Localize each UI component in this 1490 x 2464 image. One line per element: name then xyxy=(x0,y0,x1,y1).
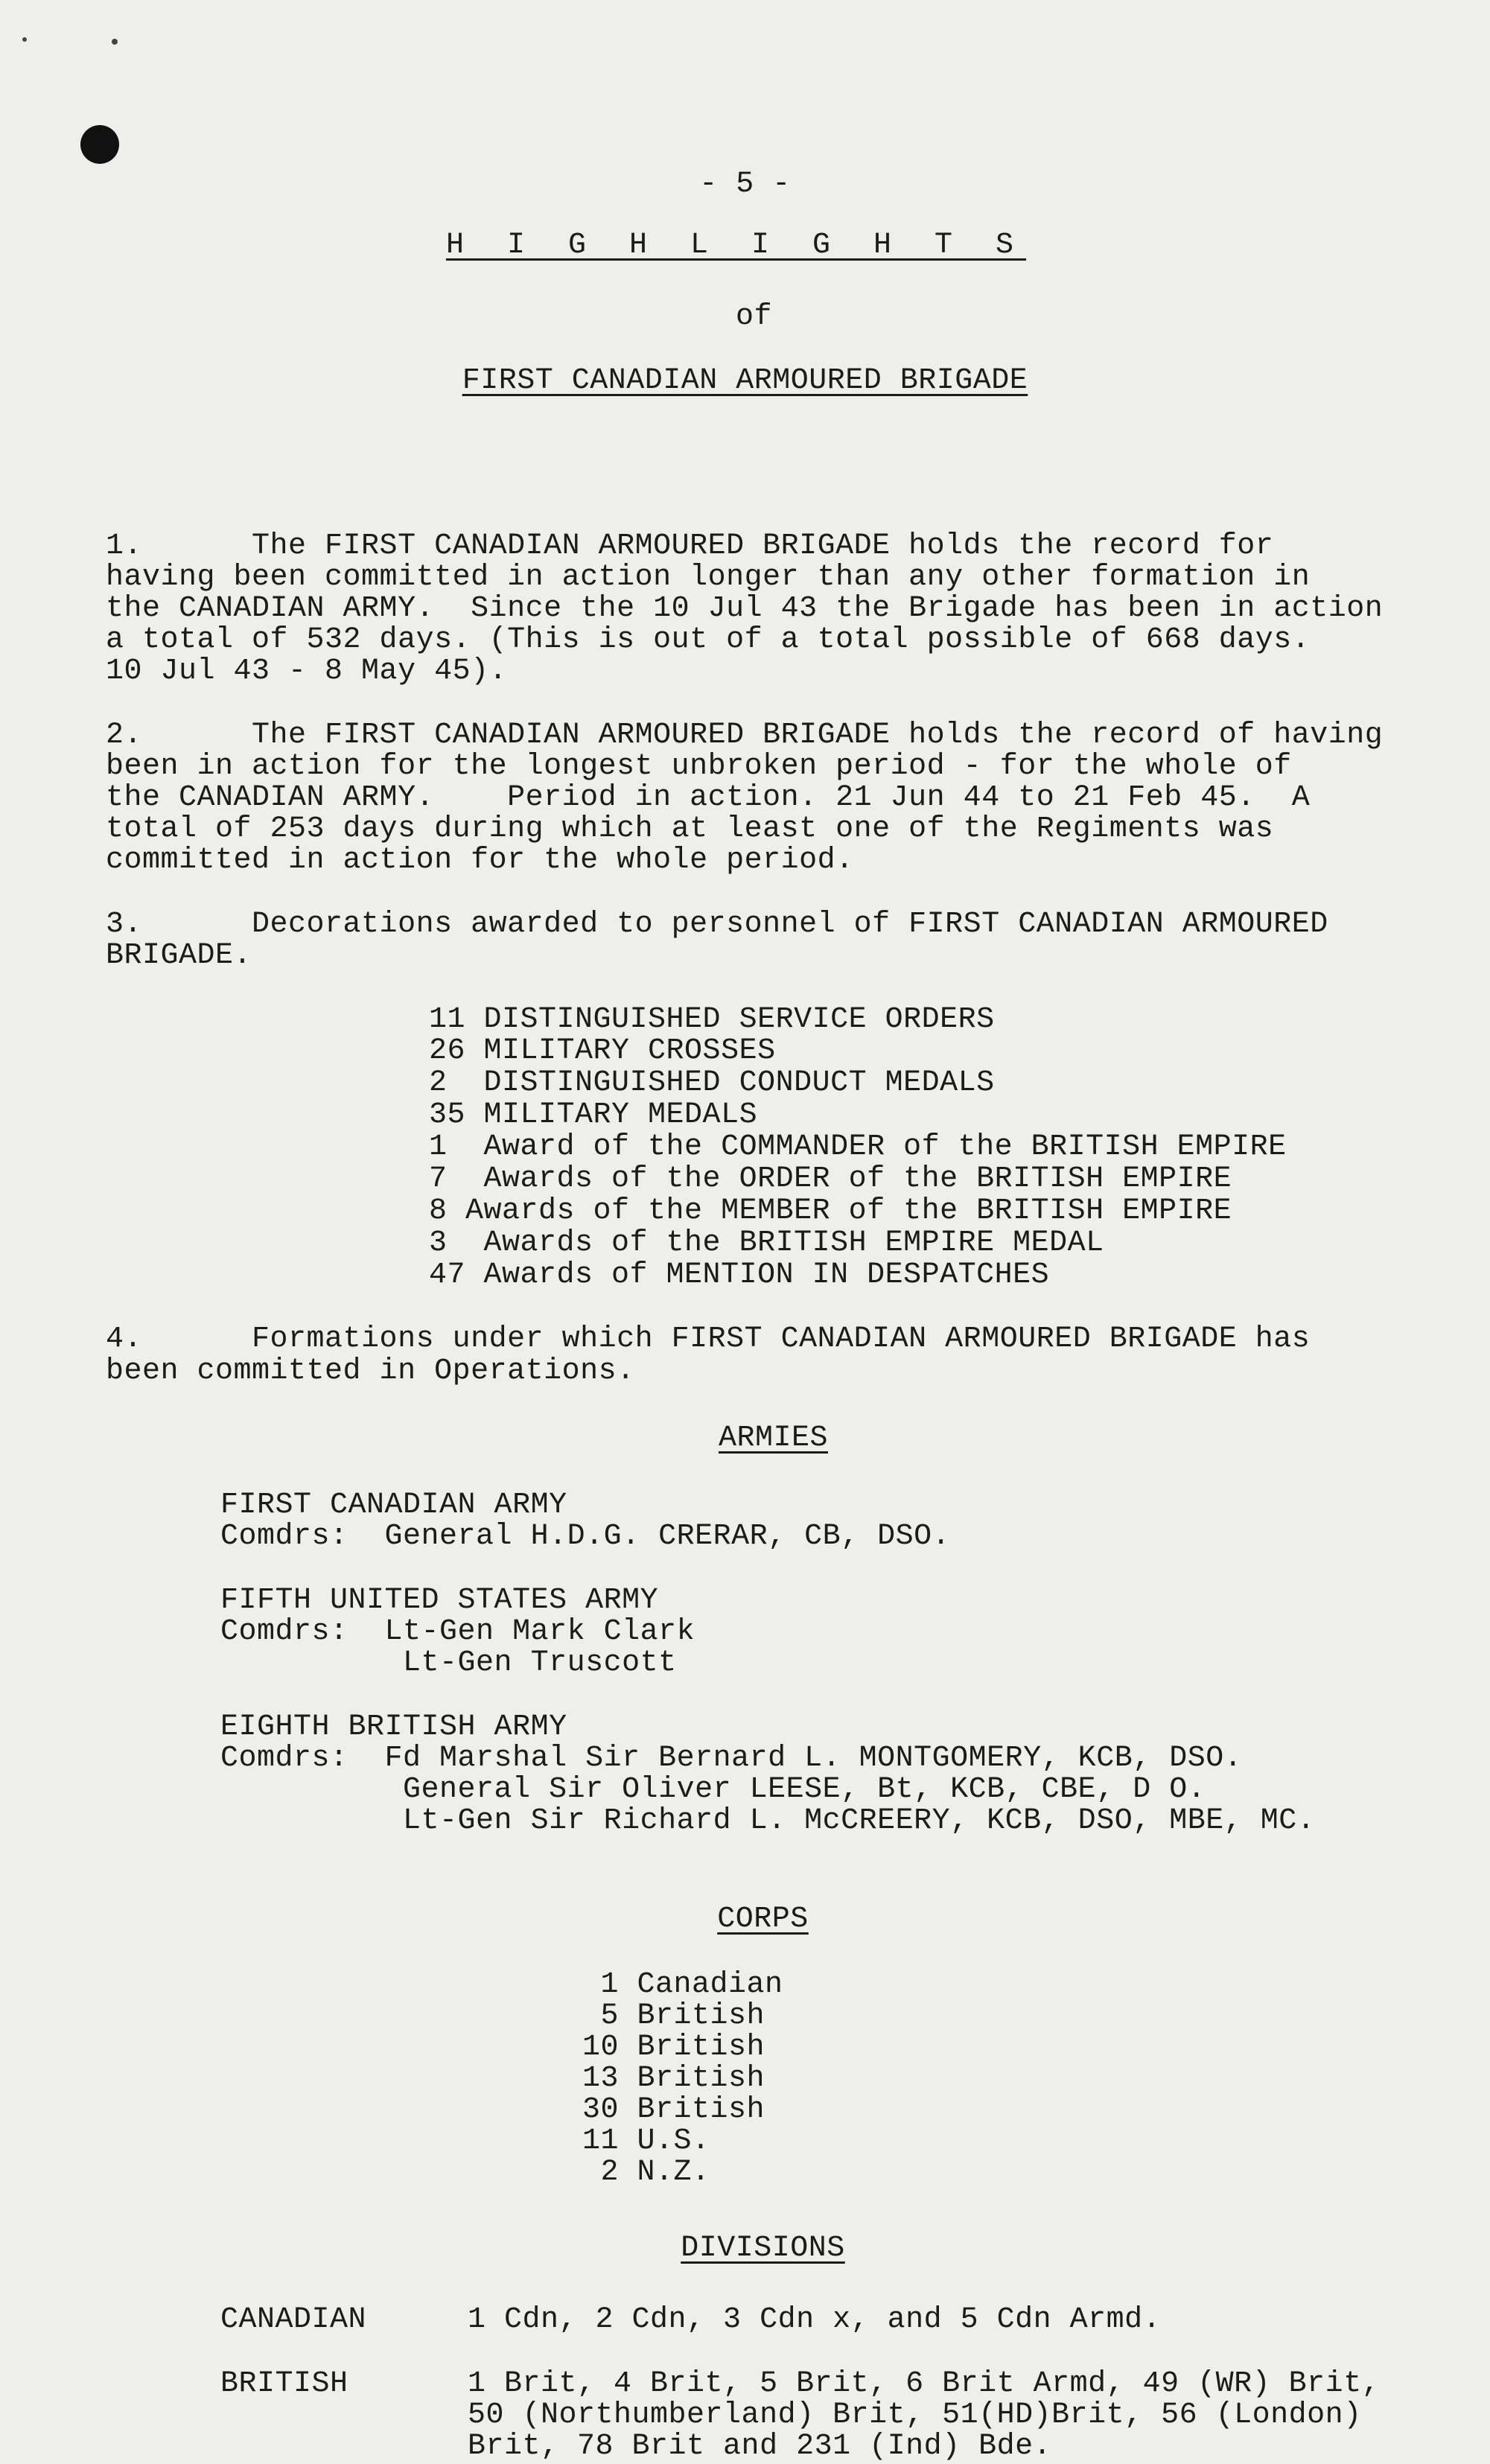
punch-hole xyxy=(80,125,119,164)
army-commander: Comdrs: General H.D.G. CRERAR, CB, DSO. xyxy=(220,1520,951,1553)
army-commander: Lt-Gen Truscott xyxy=(220,1646,677,1680)
army-commander: Lt-Gen Sir Richard L. McCREERY, KCB, DSO, MBE, MC. xyxy=(220,1804,1316,1838)
title-of: of xyxy=(735,300,772,334)
divisions-heading: DIVISIONS xyxy=(681,2232,845,2265)
page-subtitle: FIRST CANADIAN ARMOURED BRIGADE xyxy=(462,364,1028,398)
division-value: 1 Brit, 4 Brit, 5 Brit, 6 Brit Armd, 49 (WR) Brit, xyxy=(468,2367,1381,2401)
text-line: committed in action for the whole period. xyxy=(106,844,854,877)
list-item: 1 Canadian xyxy=(582,1968,783,2002)
armies-heading: ARMIES xyxy=(718,1422,829,1455)
army-name: FIFTH UNITED STATES ARMY xyxy=(220,1584,659,1617)
army-commander: Comdrs: Fd Marshal Sir Bernard L. MONTGOMERY, KCB, DSO. xyxy=(220,1742,1243,1775)
army-name: EIGHTH BRITISH ARMY xyxy=(220,1710,567,1744)
speck-mark xyxy=(112,39,118,45)
speck-mark xyxy=(22,37,27,42)
text-line: BRIGADE. xyxy=(106,939,252,972)
list-item: 5 British xyxy=(582,1999,765,2033)
list-item: 11 U.S. xyxy=(582,2124,710,2158)
text-line: 4. Formations under which FIRST CANADIAN ARMOURED BRIGADE has xyxy=(106,1322,1311,1356)
division-value: Brit, 78 Brit and 231 (Ind) Bde. xyxy=(468,2430,1052,2463)
list-item: 10 British xyxy=(582,2031,765,2064)
text-line: 10 Jul 43 - 8 May 45). xyxy=(106,655,508,688)
list-item: 2 N.Z. xyxy=(582,2156,710,2189)
text-line: 1. The FIRST CANADIAN ARMOURED BRIGADE holds the record for xyxy=(106,529,1274,563)
text-line: 2. The FIRST CANADIAN ARMOURED BRIGADE holds the record of having xyxy=(106,719,1384,752)
text-line: a total of 532 days. (This is out of a total possible of 668 days. xyxy=(106,623,1311,657)
text-line: been committed in Operations. xyxy=(106,1354,635,1388)
text-line: 3. Decorations awarded to personnel of FIRST CANADIAN ARMOURED xyxy=(106,908,1328,941)
list-item: 7 Awards of the ORDER of the BRITISH EMPIRE xyxy=(429,1162,1232,1196)
list-item: 30 British xyxy=(582,2093,765,2127)
page-title: H I G H L I G H T S xyxy=(445,229,1027,262)
list-item: 35 MILITARY MEDALS xyxy=(429,1098,758,1132)
army-commander: General Sir Oliver LEESE, Bt, KCB, CBE, D O. xyxy=(220,1773,1206,1806)
list-item: 13 British xyxy=(582,2062,765,2095)
text-line: the CANADIAN ARMY. Since the 10 Jul 43 the Brigade has been in action xyxy=(106,592,1384,625)
list-item: 26 MILITARY CROSSES xyxy=(429,1034,776,1068)
list-item: 47 Awards of MENTION IN DESPATCHES xyxy=(429,1258,1050,1292)
text-line: having been committed in action longer than any other formation in xyxy=(106,561,1311,594)
division-label: CANADIAN xyxy=(220,2303,367,2337)
list-item: 11 DISTINGUISHED SERVICE ORDERS xyxy=(429,1003,995,1037)
list-item: 8 Awards of the MEMBER of the BRITISH EMPIRE xyxy=(429,1194,1232,1228)
army-commander: Comdrs: Lt-Gen Mark Clark xyxy=(220,1615,695,1649)
division-value: 1 Cdn, 2 Cdn, 3 Cdn x, and 5 Cdn Armd. xyxy=(468,2303,1162,2337)
text-line: the CANADIAN ARMY. Period in action. 21 Jun 44 to 21 Feb 45. A xyxy=(106,781,1311,815)
list-item: 1 Award of the COMMANDER of the BRITISH EMPIRE xyxy=(429,1130,1287,1164)
corps-heading: CORPS xyxy=(717,1903,809,1936)
division-label: BRITISH xyxy=(220,2367,348,2401)
list-item: 3 Awards of the BRITISH EMPIRE MEDAL xyxy=(429,1226,1104,1260)
page-number: - 5 - xyxy=(699,168,791,201)
army-name: FIRST CANADIAN ARMY xyxy=(220,1489,567,1522)
text-line: total of 253 days during which at least one of the Regiments was xyxy=(106,812,1274,846)
text-line: been in action for the longest unbroken period - for the whole of xyxy=(106,750,1292,783)
list-item: 2 DISTINGUISHED CONDUCT MEDALS xyxy=(429,1066,995,1100)
division-value: 50 (Northumberland) Brit, 51(HD)Brit, 56 (London) xyxy=(468,2398,1362,2432)
